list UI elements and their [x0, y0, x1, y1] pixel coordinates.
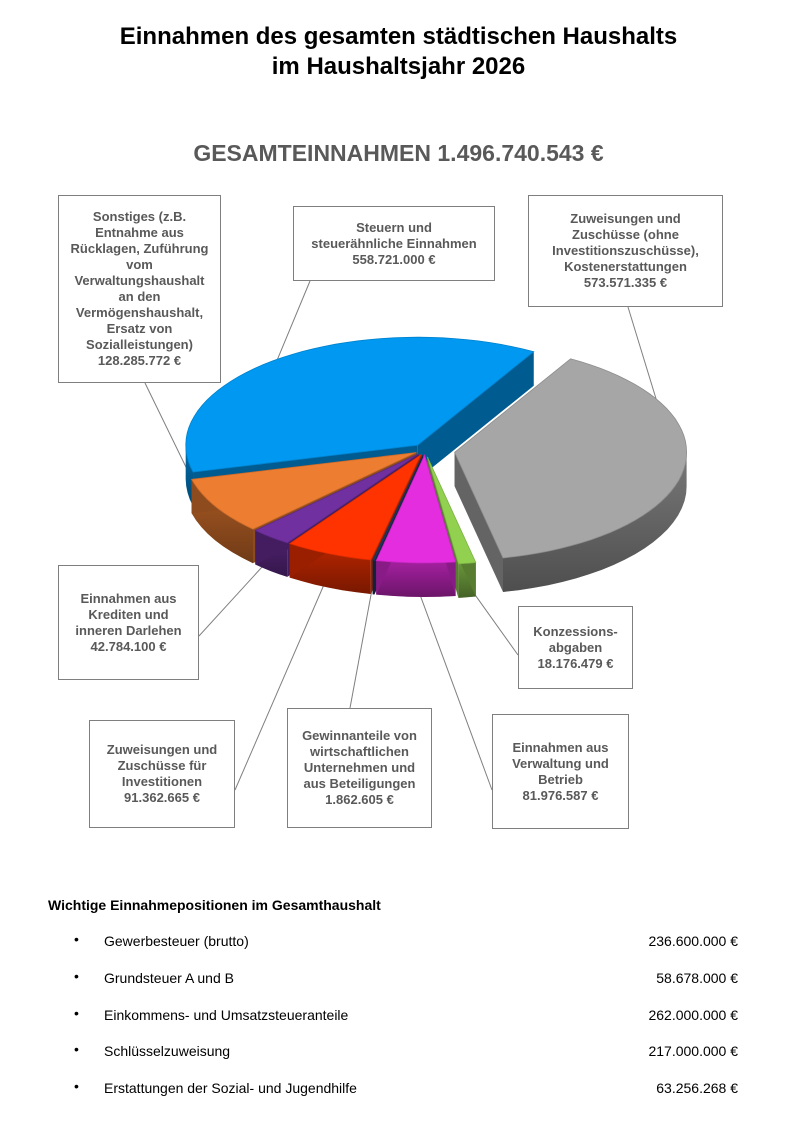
label-invest [89, 720, 235, 828]
leader-line-kredite [199, 558, 271, 637]
item-amount: 217.000.000 € [648, 1043, 738, 1060]
label-line: Rücklagen, Zuführung [70, 241, 209, 256]
item-amount: 63.256.268 € [656, 1080, 738, 1097]
label-line: Verwaltung und [512, 755, 609, 771]
item-name: Schlüsselzuweisung [104, 1043, 231, 1060]
label-line: Investitionen [121, 774, 203, 789]
list-item [0, 1035, 797, 1072]
item-name: Grundsteuer A und B [104, 969, 234, 986]
label-line: Steuern und [356, 219, 432, 235]
bullet: • [74, 1041, 79, 1058]
label-line: Einnahmen aus [512, 739, 609, 755]
label-line: Zuweisungen und [570, 211, 681, 226]
chart-total-heading: GESAMTEINNAHMEN 1.496.740.543 € [193, 140, 604, 166]
label-line: vom [126, 257, 153, 272]
label-sonstiges [58, 195, 221, 383]
item-name: Gewerbesteuer (brutto) [104, 933, 249, 949]
list-item [0, 925, 797, 962]
item-amount: 236.600.000 € [648, 933, 738, 949]
label-line: Zuschüsse (ohne [572, 227, 679, 242]
label-line: Gewinnanteile von [302, 728, 417, 743]
label-gewinn [287, 708, 432, 828]
label-line: aus Beteiligungen [303, 776, 416, 791]
title-line-1: Einnahmen des gesamten städtischen Haushalts [119, 23, 678, 50]
label-value: 42.784.100 € [90, 638, 167, 654]
label-line: Unternehmen und [303, 760, 416, 775]
list-item [0, 962, 797, 999]
income-list [0, 925, 797, 1109]
label-line: wirtschaftlichen [310, 744, 409, 759]
label-value: 91.362.665 € [124, 790, 200, 805]
bullet: • [74, 967, 79, 984]
label-value: 128.285.772 € [97, 353, 182, 368]
label-line: Zuweisungen und [106, 742, 218, 757]
label-kredite [58, 565, 199, 680]
label-line: Sonstiges (z.B. [92, 209, 187, 224]
title-line-2: im Haushaltsjahr 2026 [271, 53, 526, 80]
label-line: Entnahme aus [95, 225, 184, 240]
label-line: Betrieb [538, 771, 583, 787]
label-zuweisungen [528, 195, 723, 307]
label-verwaltung [492, 714, 629, 829]
label-value: 558.721.000 € [352, 251, 436, 267]
label-konzession [518, 606, 633, 689]
label-value: 1.862.605 € [325, 792, 394, 807]
item-name: Einkommens- und Umsatzsteueranteile [104, 1006, 349, 1023]
label-line: Verwaltungshaushalt [74, 273, 205, 288]
label-line: Vermögenshaushalt, [75, 305, 204, 320]
label-line: steuerähnliche Einnahmen [311, 235, 477, 251]
list-item [0, 999, 797, 1036]
label-steuern [293, 206, 495, 281]
bullet: • [74, 1004, 79, 1021]
label-line: inneren Darlehen [75, 622, 182, 638]
label-line: Einnahmen aus [80, 590, 177, 606]
label-line: an den [118, 289, 161, 304]
label-line: Investitionszuschüsse), [552, 243, 699, 258]
list-title: Wichtige Einnahmepositionen im Gesamthaushalt [48, 897, 381, 913]
label-line: Ersatz von [106, 321, 173, 336]
label-line: Konzessions- [533, 623, 618, 639]
leader-line-gewinn [350, 581, 374, 708]
label-value: 18.176.479 € [537, 655, 614, 671]
bullet: • [74, 931, 79, 947]
bullet: • [74, 1078, 79, 1095]
label-line: Zuschüsse für [117, 758, 207, 773]
label-value: 81.976.587 € [522, 787, 599, 803]
label-line: Sozialleistungen) [86, 337, 193, 352]
item-amount: 262.000.000 € [648, 1006, 738, 1023]
leader-line-steuern [278, 281, 311, 359]
label-value: 573.571.335 € [583, 275, 668, 290]
list-item [0, 1072, 797, 1109]
label-line: Kostenerstattungen [564, 259, 687, 274]
label-line: Krediten und [88, 606, 169, 622]
item-amount: 58.678.000 € [656, 969, 738, 986]
item-name: Erstattungen der Sozial- und Jugendhilfe [104, 1080, 357, 1097]
label-line: abgaben [548, 639, 603, 655]
